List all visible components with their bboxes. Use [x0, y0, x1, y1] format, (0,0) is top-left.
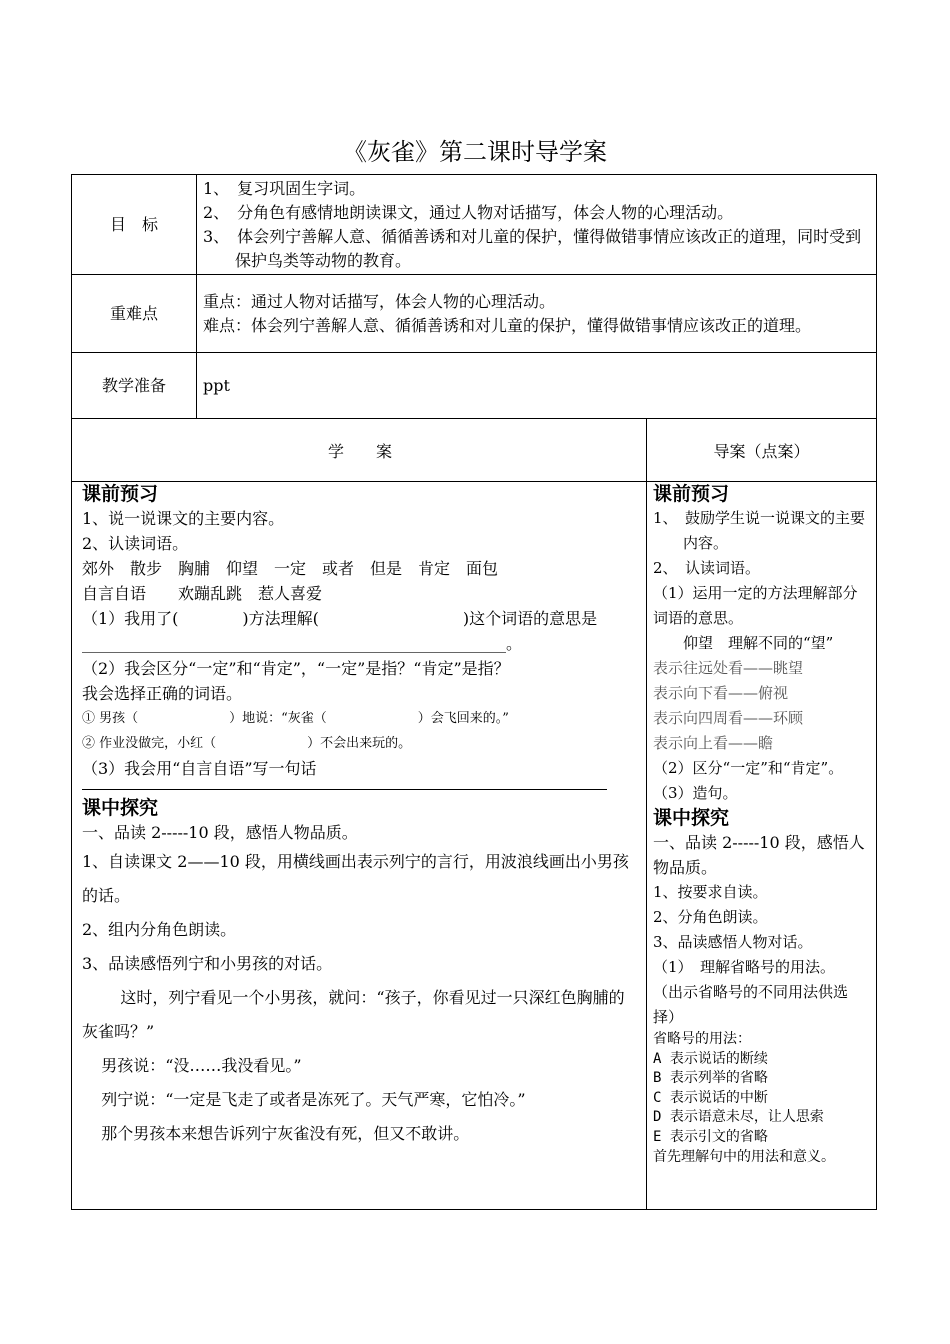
text-line: 我会选择正确的词语。 — [82, 684, 243, 703]
guide-line: 2、 认读词语。 — [653, 559, 761, 577]
info-table — [71, 174, 877, 419]
explore-heading: 课中探究 — [82, 797, 159, 819]
explore-heading: 课中探究 — [653, 807, 730, 829]
dialogue-line: 那个男孩本来想告诉列宁灰雀没有死，但又不敢讲。 — [101, 1124, 470, 1143]
writing-line — [82, 789, 607, 790]
ellipsis-usage-item: B 表示列举的省略 — [653, 1070, 768, 1087]
guide-line: （2）区分“一定”和“肯定”。 — [653, 759, 844, 777]
ellipsis-usage-note: 首先理解句中的用法和意义。 — [653, 1148, 835, 1165]
preview-heading: 课前预习 — [82, 483, 159, 505]
guide-line: 表示向四周看——环顾 — [653, 709, 804, 727]
objective-item: 2、 分角色有感情地朗读课文，通过人物对话描写，体会人物的心理活动。 — [203, 202, 734, 222]
guide-line: 2、分角色朗读。 — [653, 908, 768, 926]
objective-item: 1、 复习巩固生字词。 — [203, 178, 366, 198]
preparation-value: ppt — [197, 353, 877, 419]
choice-line: ② 作业没做完，小红（ ）不会出来玩的。 — [82, 736, 412, 751]
ellipsis-usage-item: E 表示引文的省略 — [653, 1128, 768, 1145]
objectives-cell — [197, 175, 877, 275]
student-plan-column — [72, 482, 647, 1210]
question-line: （3）我会用“自言自语”写一句话 — [82, 759, 317, 778]
preview-heading: 课前预习 — [653, 483, 730, 505]
page-title: 《灰雀》第二课时导学案 — [343, 138, 607, 166]
guide-line: 1、 鼓励学生说一说课文的主要内容。 — [653, 509, 866, 552]
lesson-table — [71, 418, 877, 1210]
ellipsis-usage-title: 省略号的用法： — [653, 1031, 751, 1047]
guide-line: （1） 理解省略号的用法。 — [653, 958, 836, 976]
guide-line: 表示往远处看——眺望 — [653, 659, 804, 677]
text-line: 2、组内分角色朗读。 — [82, 920, 237, 939]
word-list: 郊外 散步 胸脯 仰望 一定 或者 但是 肯定 面包 — [82, 559, 499, 578]
guide-line: 表示向上看——瞻 — [653, 734, 774, 752]
question-line: （1）我用了( )方法理解( )这个词语的意思是 — [82, 609, 598, 628]
student-plan-header: 学 案 — [72, 419, 647, 482]
key-point-focus: 重点：通过人物对话描写，体会人物的心理活动。 — [203, 291, 556, 311]
guide-line: 表示向下看——俯视 — [653, 684, 789, 702]
guide-line: （出示省略号的不同用法供选择） — [653, 983, 849, 1026]
key-points-cell — [197, 275, 877, 353]
text-line: 2、认读词语。 — [82, 534, 189, 553]
guide-line: 1、按要求自读。 — [653, 883, 768, 901]
preparation-label: 教学准备 — [72, 353, 197, 419]
teacher-plan-header: 导案（点案） — [647, 419, 877, 482]
choice-line: ① 男孩（ ）地说：“灰雀（ ）会飞回来的。” — [82, 711, 509, 726]
question-line: （2）我会区分“一定”和“肯定”，“一定”是指？“肯定”是指？ — [82, 659, 510, 678]
ellipsis-usage-item: C 表示说话的中断 — [653, 1089, 768, 1106]
text-line: 3、品读感悟列宁和小男孩的对话。 — [82, 954, 333, 973]
guide-line: 3、品读感悟人物对话。 — [653, 933, 813, 951]
guide-line: 仰望 理解不同的“望” — [683, 634, 834, 652]
answer-blank: _____________________________________________________。 — [82, 634, 523, 653]
key-point-difficulty: 难点：体会列宁善解人意、循循善诱和对儿童的保护，懂得做错事情应该改正的道理。 — [203, 315, 812, 335]
dialogue-line: 这时，列宁看见一个小男孩，就问：“孩子，你看见过一只深红色胸脯的灰雀吗？” — [82, 988, 625, 1041]
dialogue-line: 列宁说：“一定是飞走了或者是冻死了。天气严寒，它怕冷。” — [101, 1090, 526, 1109]
key-points-label: 重难点 — [72, 275, 197, 353]
guide-line: （3）造句。 — [653, 784, 738, 802]
text-line: 一、品读 2-----10 段，感悟人物品质。 — [82, 823, 358, 842]
word-list: 自言自语 欢蹦乱跳 惹人喜爱 — [82, 584, 323, 603]
text-line: 1、自读课文 2——10 段，用横线画出表示列宁的言行，用波浪线画出小男孩的话。 — [82, 852, 629, 905]
guide-line: 一、品读 2-----10 段，感悟人物品质。 — [653, 833, 865, 877]
teacher-plan-column — [647, 482, 877, 1210]
dialogue-line: 男孩说：“没……我没看见。” — [101, 1056, 302, 1075]
ellipsis-usage-item: D 表示语意未尽，让人思索 — [653, 1109, 824, 1126]
ellipsis-usage-item: A 表示说话的断续 — [653, 1050, 768, 1067]
text-line: 1、说一说课文的主要内容。 — [82, 509, 285, 528]
guide-line: （1）运用一定的方法理解部分词语的意思。 — [653, 584, 858, 627]
objectives-label: 目 标 — [72, 175, 197, 275]
objective-item: 3、 体会列宁善解人意、循循善诱和对儿童的保护，懂得做错事情应该改正的道理，同时受到保护鸟类等动物的教育。 — [203, 226, 862, 270]
